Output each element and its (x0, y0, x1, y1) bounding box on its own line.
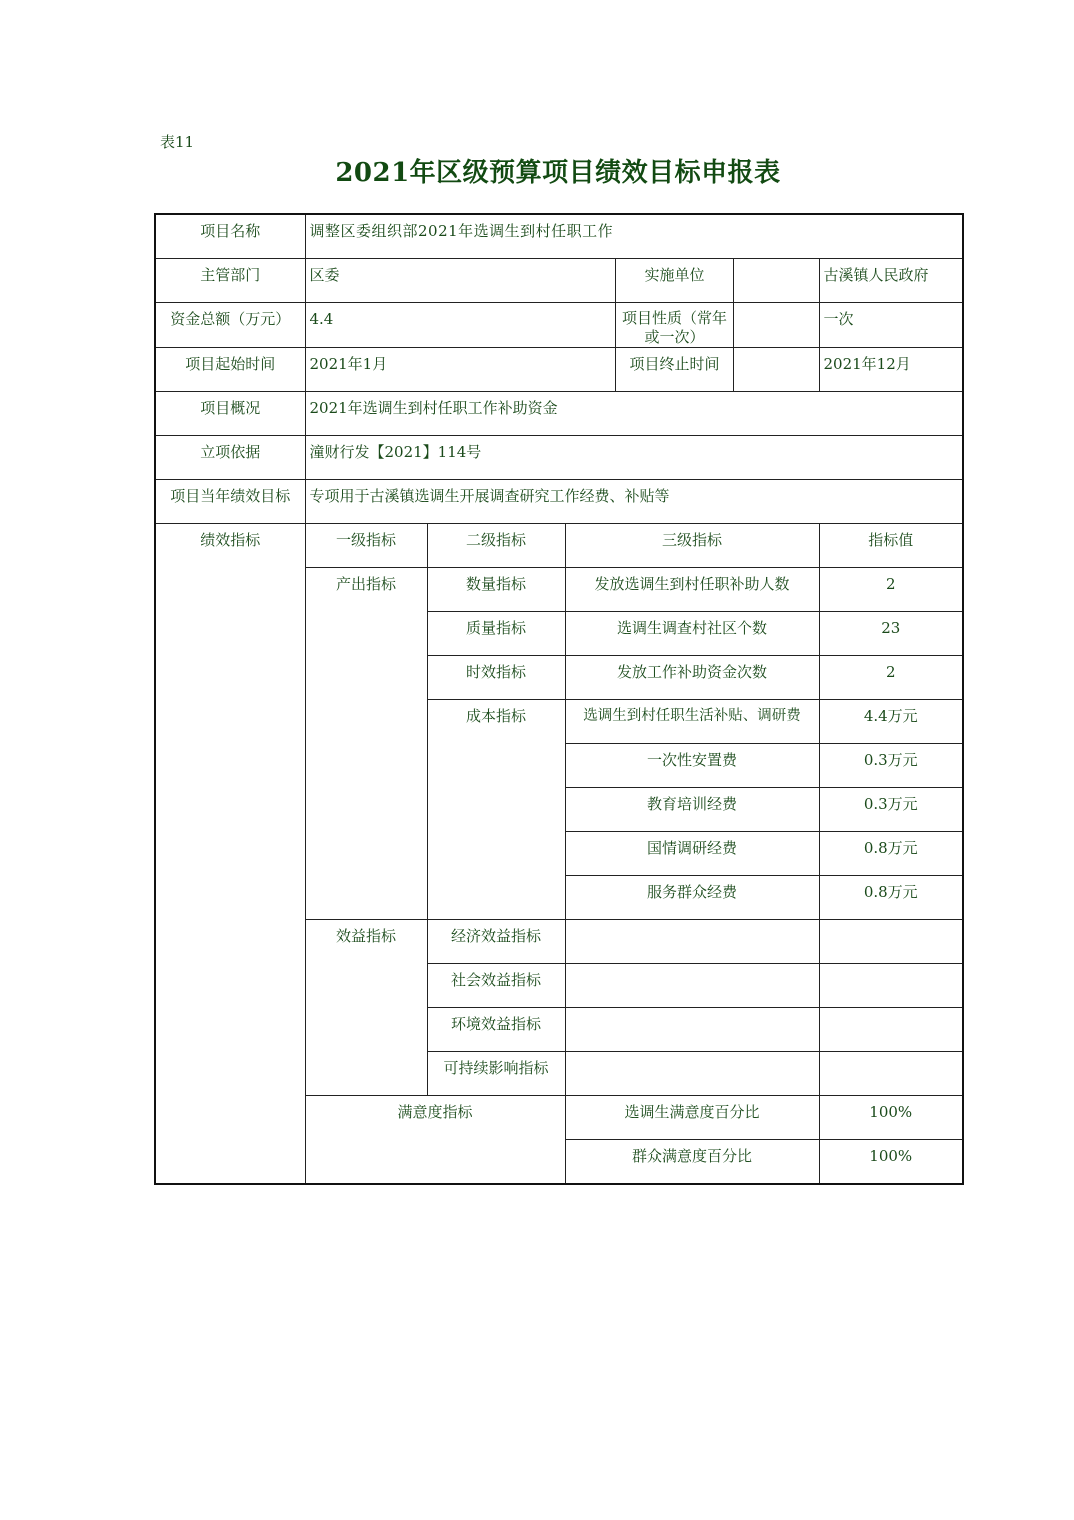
dates-split (565, 348, 819, 392)
nature-value: 一次 (819, 303, 963, 348)
row-indicator-header (155, 524, 963, 568)
indicator-name: 服务群众经费 (565, 876, 819, 920)
end-value: 2021年12月 (819, 348, 963, 392)
project-name-label: 项目名称 (155, 214, 305, 259)
indicator-name (565, 1052, 819, 1096)
indicator-value (819, 964, 963, 1008)
goal-value: 专项用于古溪镇选调生开展调查研究工作经费、补贴等 (305, 480, 963, 524)
indicator-value (819, 920, 963, 964)
row-fund (155, 303, 963, 348)
fund-nature-split (565, 303, 819, 348)
row-overview (155, 392, 963, 436)
goal-label: 项目当年绩效目标 (155, 480, 305, 524)
end-label: 项目终止时间 (615, 348, 734, 391)
overview-label: 项目概况 (155, 392, 305, 436)
environment-indicator-label: 环境效益指标 (427, 1008, 565, 1052)
indicator-name: 选调生调查村社区个数 (565, 612, 819, 656)
row-basis (155, 436, 963, 480)
col-level1: 一级指标 (305, 524, 427, 568)
indicator-name: 选调生到村任职生活补贴、调研费 (565, 700, 819, 744)
start-label: 项目起始时间 (155, 348, 305, 392)
table-number: 表11 (160, 133, 195, 151)
indicator-value: 0.8万元 (819, 832, 963, 876)
row-dates (155, 348, 963, 392)
indicator-name: 国情调研经费 (565, 832, 819, 876)
indicator-name (565, 964, 819, 1008)
indicator-value (819, 1052, 963, 1096)
basis-label: 立项依据 (155, 436, 305, 480)
dept-impl-split (565, 259, 819, 303)
project-name-value: 调整区委组织部2021年选调生到村任职工作 (305, 214, 963, 259)
fund-value: 4.4 (305, 303, 565, 348)
cost-indicator-label: 成本指标 (427, 700, 565, 920)
impl-spacer (734, 259, 819, 302)
impl-label: 实施单位 (615, 259, 734, 302)
row-project-name (155, 214, 963, 259)
indicator-name: 选调生满意度百分比 (565, 1096, 819, 1140)
fund-label: 资金总额（万元） (155, 303, 305, 348)
impl-value: 古溪镇人民政府 (819, 259, 963, 303)
social-indicator-label: 社会效益指标 (427, 964, 565, 1008)
indicator-value: 23 (819, 612, 963, 656)
col-value: 指标值 (819, 524, 963, 568)
start-value: 2021年1月 (305, 348, 565, 392)
indicator-name: 群众满意度百分比 (565, 1140, 819, 1185)
quantity-indicator-label: 数量指标 (427, 568, 565, 612)
indicator-name: 发放选调生到村任职补助人数 (565, 568, 819, 612)
output-indicator-label: 产出指标 (305, 568, 427, 920)
indicator-value: 0.3万元 (819, 788, 963, 832)
basis-value: 潼财行发【2021】114号 (305, 436, 963, 480)
overview-value: 2021年选调生到村任职工作补助资金 (305, 392, 963, 436)
indicator-value: 100% (819, 1096, 963, 1140)
indicator-name: 教育培训经费 (565, 788, 819, 832)
row-dept (155, 259, 963, 303)
indicator-value: 2 (819, 568, 963, 612)
indicator-value (819, 1008, 963, 1052)
indicator-value: 0.3万元 (819, 744, 963, 788)
sustain-indicator-label: 可持续影响指标 (427, 1052, 565, 1096)
timeliness-indicator-label: 时效指标 (427, 656, 565, 700)
indicator-section-label: 绩效指标 (155, 524, 305, 1185)
col-level2: 二级指标 (427, 524, 565, 568)
document-title: 2021年区级预算项目绩效目标申报表 (335, 158, 781, 188)
indicator-name: 发放工作补助资金次数 (565, 656, 819, 700)
indicator-name (565, 1008, 819, 1052)
quality-indicator-label: 质量指标 (427, 612, 565, 656)
col-level3: 三级指标 (565, 524, 819, 568)
performance-form-table (154, 213, 964, 1185)
benefit-indicator-label: 效益指标 (305, 920, 427, 1096)
economic-indicator-label: 经济效益指标 (427, 920, 565, 964)
nature-label: 项目性质（常年或一次） (615, 303, 734, 347)
dept-value: 区委 (305, 259, 565, 303)
indicator-value: 2 (819, 656, 963, 700)
dept-label: 主管部门 (155, 259, 305, 303)
indicator-value: 100% (819, 1140, 963, 1185)
indicator-value: 4.4万元 (819, 700, 963, 744)
indicator-value: 0.8万元 (819, 876, 963, 920)
indicator-name: 一次性安置费 (565, 744, 819, 788)
row-goal (155, 480, 963, 524)
indicator-name (565, 920, 819, 964)
satisfaction-indicator-label: 满意度指标 (305, 1096, 565, 1185)
